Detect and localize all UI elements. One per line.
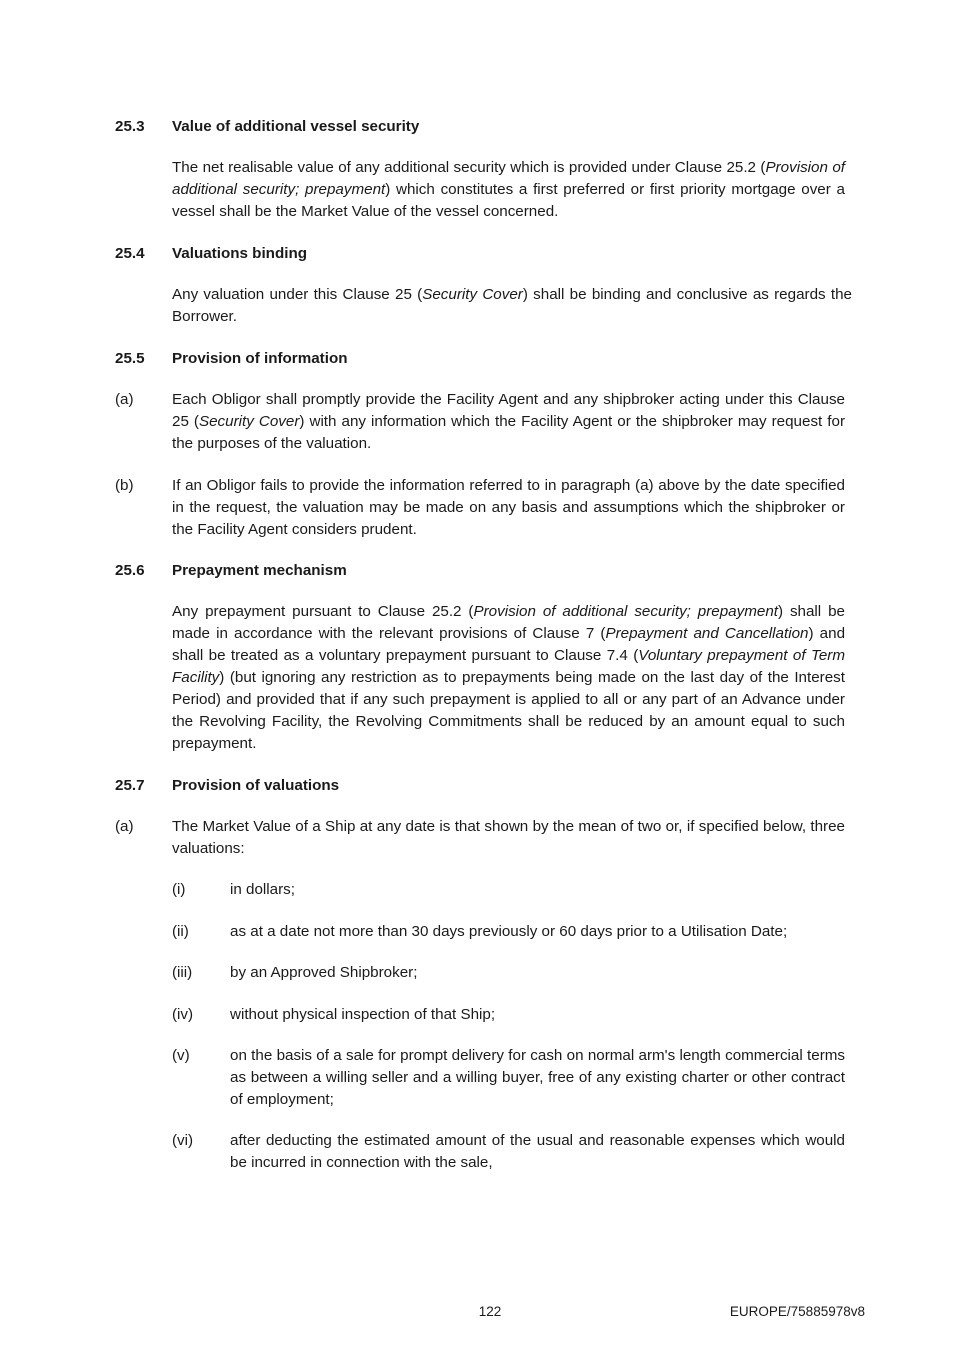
text-run: Any prepayment pursuant to Clause 25.2 ( (172, 603, 474, 620)
list-item-text: in dollars; (230, 881, 295, 898)
list-item-text: by an Approved Shipbroker; (230, 964, 418, 981)
italic-reference: Provision of additional security; prepayment (172, 159, 845, 198)
page-number: 122 (478, 1304, 502, 1319)
text-run: The net realisable value of any additional security which is provided under Clause 25.2 ( (172, 159, 766, 176)
italic-reference: Security Cover (198, 413, 300, 430)
list-item-label: (i) (172, 881, 186, 898)
text-run: ) shall be made in accordance with the relevant provisions of Clause 7 ( (172, 603, 845, 642)
list-item-label: (iii) (172, 964, 193, 981)
paragraph-label-a: (a) (115, 391, 134, 408)
section-number: 25.3 (115, 118, 145, 135)
italic-reference: Provision of additional security; prepayment (473, 603, 778, 620)
text-run: ) which constitutes a first preferred or first priority mortgage over a vessel shall be the Market Value of the vessel concerned. (172, 181, 845, 220)
italic-reference: Prepayment and Cancellation (605, 625, 809, 642)
section-number: 25.4 (115, 245, 145, 262)
text-run: ) and shall be treated as a voluntary prepayment pursuant to Clause 7.4 ( (172, 625, 846, 664)
text-run: ) with any information which the Facility Agent or the shipbroker may request for the purposes of the valuation. (172, 413, 845, 452)
italic-reference: Security Cover (422, 286, 523, 303)
section-number: 25.6 (115, 562, 145, 579)
list-item-label: (vi) (172, 1132, 194, 1149)
section-title: Valuations binding (172, 245, 308, 262)
list-item-text: after deducting the estimated amount of the usual and reasonable expenses which would be incurred in connection with the sale, (230, 1132, 845, 1171)
text-run: Each Obligor shall promptly provide the Facility Agent and any shipbroker acting under this Clause 25 ( (172, 391, 845, 430)
section-number: 25.7 (115, 777, 145, 794)
section-title: Provision of information (172, 350, 348, 367)
paragraph-25-7-a: The Market Value of a Ship at any date is that shown by the mean of two or, if specified below, three valuations: (172, 818, 845, 857)
paragraph-25-3 (172, 157, 845, 223)
paragraph-label-a: (a) (115, 818, 134, 835)
section-title: Provision of valuations (172, 777, 340, 794)
list-item-text: without physical inspection of that Ship; (230, 1006, 496, 1023)
paragraph-25-4 (172, 284, 852, 328)
paragraph-label-b: (b) (115, 477, 134, 494)
list-item-label: (iv) (172, 1006, 194, 1023)
italic-reference: Voluntary prepayment of Term Facility (172, 647, 845, 686)
text-run: ) (but ignoring any restriction as to prepayments being made on the last day of the Interest Period) and provided that if any such prepayment is applied to all or any part of an Advance under the Revolving Facility, the Revolving Commitments shall be reduced by an amount equal to such prepayment. (172, 669, 845, 752)
section-title: Prepayment mechanism (172, 562, 347, 579)
paragraph-25-5-a (172, 389, 845, 455)
document-reference: EUROPE/75885978v8 (729, 1304, 865, 1319)
section-title: Value of additional vessel security (172, 118, 420, 135)
list-item-label: (ii) (172, 923, 189, 940)
paragraph-25-6 (172, 601, 845, 755)
text-run: Any valuation under this Clause 25 ( (172, 286, 423, 303)
text-run: ) shall be binding and conclusive as regards the Borrower. (172, 286, 852, 325)
section-number: 25.5 (115, 350, 145, 367)
paragraph-25-5-b: If an Obligor fails to provide the information referred to in paragraph (a) above by the date specified in the request, the valuation may be made on any basis and assumptions which the shipbroker or the Facility Agent considers prudent. (172, 477, 845, 538)
list-item-label: (v) (172, 1047, 190, 1064)
list-item-text: on the basis of a sale for prompt delivery for cash on normal arm's length commercial terms as between a willing seller and a willing buyer, free of any existing charter or other contract of employment; (230, 1047, 845, 1108)
list-item-text: as at a date not more than 30 days previously or 60 days prior to a Utilisation Date; (230, 923, 788, 940)
